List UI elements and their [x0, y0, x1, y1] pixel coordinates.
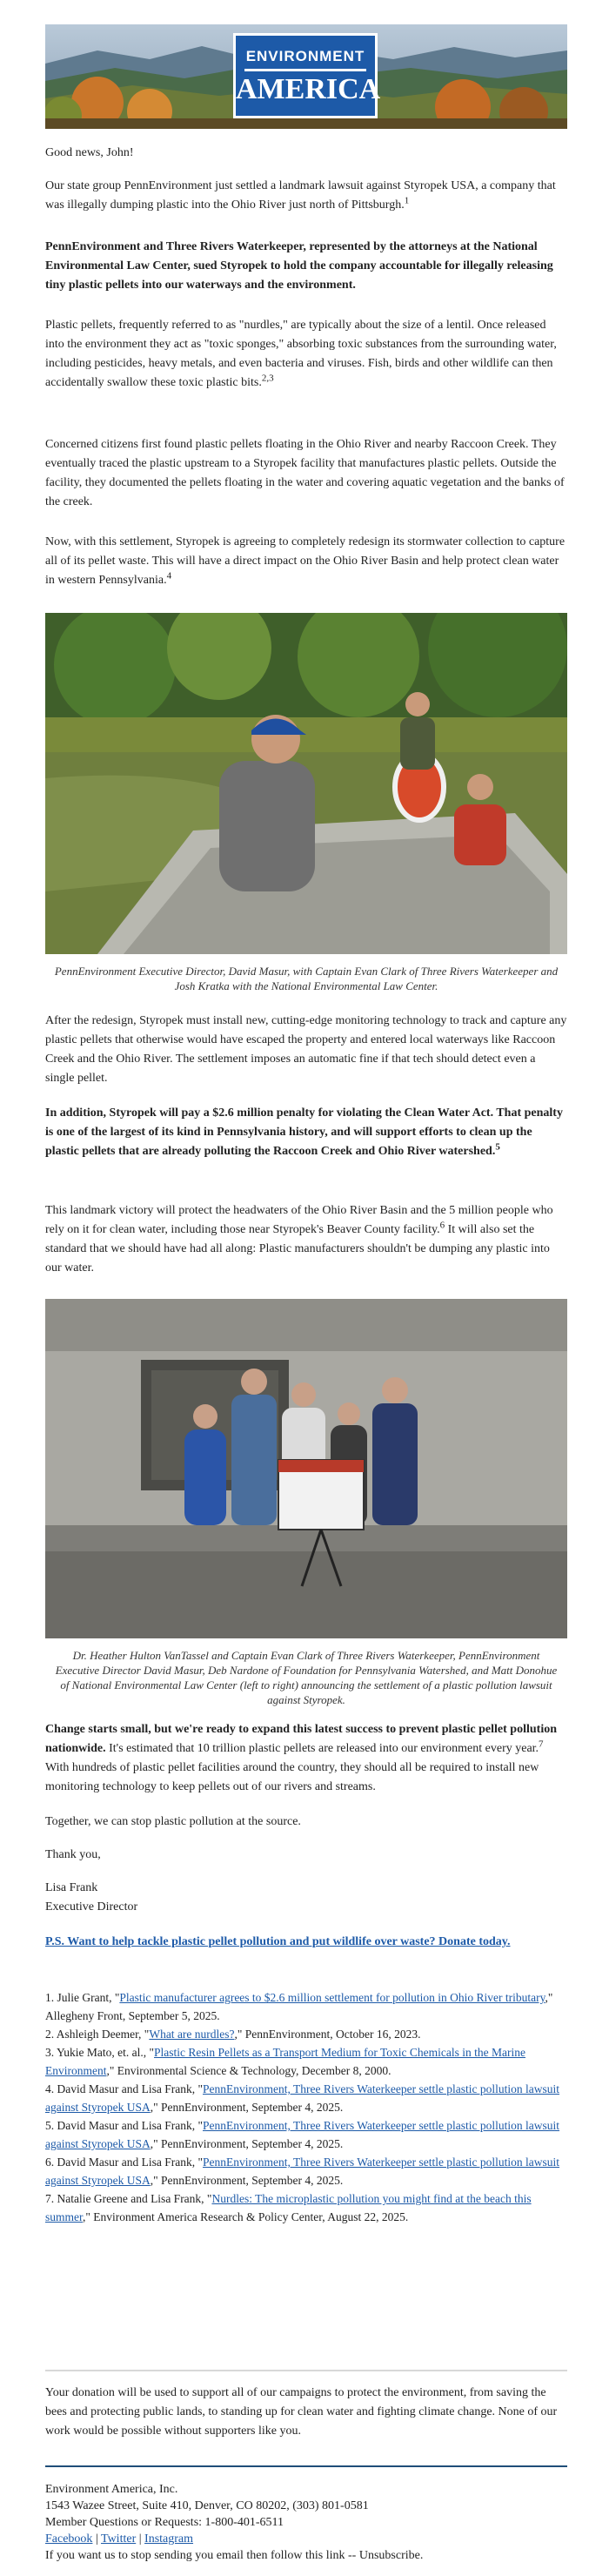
reference-link[interactable]: Plastic manufacturer agrees to $2.6 million settlement for pollution in Ohio River tributary: [119, 1991, 545, 2004]
victory-paragraph: This landmark victory will protect the headwaters of the Ohio River Basin and the 5 million people who rely on it for clean water, including those near Styropek's Beaver County facility.$^6$ It will also set the standard that we should have had all along: Plastic manufacturers shouldn't be dumping any plastic into our water.: [45, 1204, 553, 1275]
boat-photo: [45, 613, 567, 954]
nurdles-paragraph: Plastic pellets, frequently referred to as "nurdles," are typically about the size of a lentil. Once released into the environment they act as "toxic sponges," absorbing toxic substances from the surrounding water, including pesticides, heavy metals, and even bacteria and viruses. Fish, birds and other wildlife can then accidentally swallow these toxic plastic bits.$^{2,3}$: [45, 319, 557, 389]
header-banner: [45, 24, 567, 129]
thanks-line: Thank you,: [45, 1848, 101, 1861]
lawsuit-paragraph: PennEnvironment and Three Rivers Waterkeeper, represented by the attorneys at the National Environmental Law Center, sued Styropek to hold the company accountable for illegally releasing tiny plastic pellets into our waterways and the environment.: [45, 240, 553, 292]
references-list: [45, 1988, 567, 2226]
greeting: Good news, John!: [45, 146, 134, 159]
photo-caption-1: PennEnvironment Executive Director, David Masur, with Captain Evan Clark of Three Rivers Waterkeeper and Josh Kratka with the National Environmental Law Center.: [54, 965, 559, 992]
footnote-ref: 1: [404, 195, 410, 206]
social-links: Facebook | Twitter | Instagram: [45, 2532, 194, 2546]
footnote-ref: 7: [539, 1739, 544, 1750]
citizens-paragraph: Concerned citizens first found plastic pellets floating in the Ohio River and nearby Raccoon Creek. They eventually traced the plastic upstream to a Styropek facility that manufactures plastic pellets. Outside the facility, they documented the pellets floating in the water and covering aquatic vegetation and the banks of the creek.: [45, 438, 565, 508]
settlement-paragraph: Now, with this settlement, Styropek is agreeing to completely redesign its stormwater collection to capture all of its pellet waste. This will have a direct impact on the Ohio River Basin and help protect clean water in western Pennsylvania.$^4$: [45, 535, 566, 587]
reference-link[interactable]: Nurdles: The microplastic pollution you might find at the beach this summer: [45, 2192, 532, 2223]
reference-link[interactable]: Plastic Resin Pellets as a Transport Medium for Toxic Chemicals in the Marine Environment: [45, 2046, 526, 2077]
ps-donate-paragraph: [45, 1933, 567, 1952]
unsubscribe-link[interactable]: Unsubscribe.: [358, 2549, 424, 2562]
reference-link[interactable]: What are nurdles?: [149, 2028, 235, 2041]
signature-title: Executive Director: [45, 1900, 138, 1914]
press-conference-photo: [45, 1299, 567, 1638]
reference-link[interactable]: PennEnvironment, Three Rivers Waterkeeper settle plastic pollution lawsuit against Styropek USA: [45, 2119, 560, 2150]
intro-paragraph: Our state group PennEnvironment just settled a landmark lawsuit against Styropek USA, a company that was illegally dumping plastic into the Ohio River just north of Pittsburgh.$^1$: [45, 179, 556, 212]
reference-item: 5. David Masur and Lisa Frank, "PennEnvironment, Three Rivers Waterkeeper settle plastic pollution lawsuit against Styropek USA," PennEnvironment, September 4, 2025.: [45, 2119, 560, 2150]
footer: [45, 2481, 567, 2564]
footer-address: 1543 Wazee Street, Suite 410, Denver, CO 80202, (303) 801-0581: [45, 2499, 369, 2512]
reference-link[interactable]: PennEnvironment, Three Rivers Waterkeeper settle plastic pollution lawsuit against Styropek USA: [45, 2156, 560, 2187]
signature-name: Lisa Frank: [45, 1881, 98, 1894]
footer-divider: [45, 2465, 567, 2467]
footnote-ref: 5: [495, 1141, 500, 1153]
reference-item: 4. David Masur and Lisa Frank, "PennEnvironment, Three Rivers Waterkeeper settle plastic pollution lawsuit against Styropek USA," PennEnvironment, September 4, 2025.: [45, 2082, 560, 2114]
change-paragraph: Change starts small, but we're ready to expand this latest success to prevent plastic pellet pollution nationwide. It's estimated that 10 trillion plastic pellets are released into our environment every year.$^7$ With hundreds of plastic pellet facilities around the country, they should all be required to install new monitoring technology to keep pellets out of our rivers and streams.: [45, 1723, 557, 1793]
footnote-ref: 4: [166, 570, 172, 582]
footnote-ref: 2,3: [261, 373, 274, 384]
facebook-link[interactable]: Facebook: [45, 2532, 93, 2546]
photo-caption-2: Dr. Heather Hulton VanTassel and Captain Evan Clark of Three Rivers Waterkeeper, PennEnvironment Executive Director David Masur, Deb Nardone of Foundation for Pennsylvania Watershed, and Matt Donohue of National Environmental Law Center (left to right) announcing the settlement of a plastic pollution lawsuit against Styropek.: [55, 1649, 558, 1706]
donation-note: Your donation will be used to support all of our campaigns to protect the environment, from saving the bees and protecting public lands, to standing up for clean water and fighting climate change. None of our work would be possible without supporters like you.: [45, 2386, 558, 2438]
reference-item: 6. David Masur and Lisa Frank, "PennEnvironment, Three Rivers Waterkeeper settle plastic pollution lawsuit against Styropek USA," PennEnvironment, September 4, 2025.: [45, 2156, 560, 2187]
environment-america-logo[interactable]: [233, 33, 381, 118]
reference-item: 1. Julie Grant, "Plastic manufacturer agrees to $2.6 million settlement for pollution in Ohio River tributary," Allegheny Front, September 5, 2025.: [45, 1991, 553, 2022]
twitter-link[interactable]: Twitter: [101, 2532, 137, 2546]
footer-org: Environment America, Inc.: [45, 2483, 178, 2496]
donate-link[interactable]: P.S. Want to help tackle plastic pellet pollution and put wildlife over waste? Donate today.: [45, 1935, 511, 1948]
unsubscribe-line: If you want us to stop sending you email then follow this link -- Unsubscribe.: [45, 2549, 424, 2562]
footnote-ref: 6: [439, 1220, 445, 1231]
reference-link[interactable]: PennEnvironment, Three Rivers Waterkeeper settle plastic pollution lawsuit against Styropek USA: [45, 2082, 560, 2114]
logo-line-2: AMERICA: [236, 73, 381, 105]
logo-line-1: ENVIRONMENT: [245, 48, 365, 64]
divider: [45, 2370, 567, 2371]
penalty-paragraph: In addition, Styropek will pay a $2.6 million penalty for violating the Clean Water Act. That penalty is one of the largest of its kind in Pennsylvania history, and will support efforts to clean up the plastic pellets that are already polluting the Raccoon Creek and Ohio River watershed.$^5$: [45, 1106, 563, 1158]
redesign-paragraph: After the redesign, Styropek must install new, cutting-edge monitoring technology to track and capture any plastic pellets that otherwise would have escaped the property and entered local waterways like Raccoon Creek and the Ohio River. The settlement imposes an automatic fine if that tech should detect even a single pellet.: [45, 1014, 567, 1085]
reference-item: 3. Yukie Mato, et. al., "Plastic Resin Pellets as a Transport Medium for Toxic Chemicals in the Marine Environment," Environmental Science & Technology, December 8, 2000.: [45, 2046, 526, 2077]
reference-item: 2. Ashleigh Deemer, "What are nurdles?," PennEnvironment, October 16, 2023.: [45, 2028, 421, 2041]
footer-phone: Member Questions or Requests: 1-800-401-6511: [45, 2516, 284, 2529]
reference-item: 7. Natalie Greene and Lisa Frank, "Nurdles: The microplastic pollution you might find at the beach this summer," Environment America Research & Policy Center, August 22, 2025.: [45, 2192, 532, 2223]
instagram-link[interactable]: Instagram: [144, 2532, 194, 2546]
together-paragraph: Together, we can stop plastic pollution at the source.: [45, 1815, 301, 1828]
